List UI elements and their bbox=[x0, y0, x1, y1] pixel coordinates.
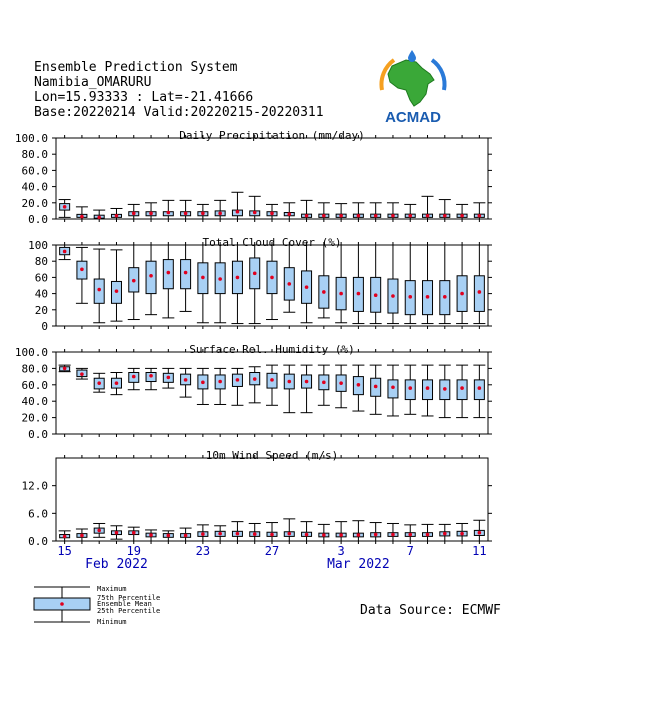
mean-marker bbox=[357, 533, 361, 537]
y-tick-label: 80.0 bbox=[21, 362, 48, 376]
mean-marker bbox=[408, 295, 412, 299]
y-tick-label: 6.0 bbox=[28, 507, 48, 521]
y-tick-label: 20 bbox=[34, 303, 48, 317]
mean-marker bbox=[167, 271, 171, 275]
mean-marker bbox=[443, 387, 447, 391]
mean-marker bbox=[132, 212, 136, 216]
mean-marker bbox=[305, 533, 309, 537]
x-tick-label: 15 bbox=[57, 544, 72, 558]
header-line-4: Base:20220214 Valid:20220215-20220311 bbox=[34, 105, 324, 120]
month-label-mar: Mar 2022 bbox=[327, 557, 390, 572]
y-tick-label: 0.0 bbox=[28, 535, 48, 548]
x-tick-label: 3 bbox=[337, 544, 345, 558]
mean-marker bbox=[322, 533, 326, 537]
mean-marker bbox=[460, 386, 464, 390]
mean-marker bbox=[443, 295, 447, 299]
y-tick-label: 0.0 bbox=[28, 213, 48, 226]
mean-marker bbox=[115, 214, 119, 218]
mean-marker bbox=[426, 386, 430, 390]
x-tick-label: 27 bbox=[264, 544, 280, 558]
mean-marker bbox=[426, 214, 430, 218]
mean-marker bbox=[167, 534, 171, 538]
mean-marker bbox=[63, 205, 67, 209]
x-tick-label: 19 bbox=[126, 544, 141, 558]
y-tick-label: 80 bbox=[34, 255, 48, 269]
mean-marker bbox=[184, 212, 188, 216]
mean-marker bbox=[115, 381, 119, 385]
legend-label: Minimum bbox=[97, 618, 127, 626]
mean-marker bbox=[287, 380, 291, 384]
y-tick-label: 60 bbox=[34, 271, 48, 285]
mean-marker bbox=[184, 271, 188, 275]
mean-marker bbox=[322, 381, 326, 385]
mean-marker bbox=[357, 383, 361, 387]
mean-marker bbox=[253, 377, 257, 381]
y-tick-label: 40.0 bbox=[21, 180, 48, 194]
mean-marker bbox=[218, 212, 222, 216]
mean-marker bbox=[236, 210, 240, 214]
mean-marker bbox=[97, 288, 101, 292]
mean-marker bbox=[339, 214, 343, 218]
panel-title: Total Cloud Cover (%) bbox=[202, 236, 342, 249]
y-tick-label: 100.0 bbox=[14, 132, 48, 145]
mean-marker bbox=[167, 376, 171, 380]
panel-title: Surface Rel. Humidity (%) bbox=[189, 343, 355, 356]
legend-label: Maximum bbox=[97, 585, 127, 593]
mean-marker bbox=[115, 289, 119, 293]
month-label-feb: Feb 2022 bbox=[85, 557, 148, 572]
mean-marker bbox=[218, 277, 222, 281]
mean-marker bbox=[270, 378, 274, 382]
mean-marker bbox=[287, 282, 291, 286]
mean-marker bbox=[201, 276, 205, 280]
mean-marker bbox=[460, 532, 464, 536]
mean-marker bbox=[374, 214, 378, 218]
y-tick-label: 40.0 bbox=[21, 395, 48, 409]
y-tick-label: 100 bbox=[28, 239, 48, 252]
mean-marker bbox=[339, 292, 343, 296]
mean-marker bbox=[408, 386, 412, 390]
mean-marker bbox=[357, 214, 361, 218]
mean-marker bbox=[270, 212, 274, 216]
mean-marker bbox=[149, 533, 153, 537]
y-tick-label: 0 bbox=[41, 320, 48, 333]
data-source-label: Data Source: ECMWF bbox=[360, 603, 501, 618]
mean-marker bbox=[218, 380, 222, 384]
mean-marker bbox=[305, 380, 309, 384]
mean-marker bbox=[167, 211, 171, 215]
mean-marker bbox=[253, 211, 257, 215]
mean-marker bbox=[63, 535, 67, 539]
mean-marker bbox=[391, 294, 395, 298]
y-tick-label: 100.0 bbox=[14, 346, 48, 359]
mean-marker bbox=[374, 385, 378, 389]
y-tick-label: 40 bbox=[34, 287, 48, 301]
mean-marker bbox=[184, 378, 188, 382]
mean-marker bbox=[132, 279, 136, 283]
y-tick-label: 12.0 bbox=[21, 479, 48, 493]
y-tick-label: 0.0 bbox=[28, 428, 48, 441]
y-tick-label: 60.0 bbox=[21, 164, 48, 178]
mean-marker bbox=[132, 375, 136, 379]
mean-marker bbox=[408, 533, 412, 537]
mean-marker bbox=[149, 374, 153, 378]
mean-marker bbox=[460, 292, 464, 296]
header-line-2: Namibia_OMARURU bbox=[34, 75, 152, 90]
mean-marker bbox=[478, 386, 482, 390]
mean-marker bbox=[236, 378, 240, 382]
header-line-1: Ensemble Prediction System bbox=[34, 60, 238, 75]
mean-marker bbox=[253, 272, 257, 276]
mean-marker bbox=[391, 533, 395, 537]
mean-marker bbox=[218, 532, 222, 536]
mean-marker bbox=[357, 292, 361, 296]
mean-marker bbox=[80, 534, 84, 538]
mean-marker bbox=[426, 533, 430, 537]
mean-marker bbox=[149, 274, 153, 278]
mean-marker bbox=[253, 532, 257, 536]
logo-text: ACMAD bbox=[385, 109, 441, 126]
y-tick-label: 80.0 bbox=[21, 148, 48, 162]
mean-marker bbox=[63, 250, 67, 254]
legend-mean-marker bbox=[60, 602, 64, 606]
mean-marker bbox=[236, 532, 240, 536]
mean-marker bbox=[460, 214, 464, 218]
y-tick-label: 20.0 bbox=[21, 196, 48, 210]
mean-marker bbox=[374, 293, 378, 297]
mean-marker bbox=[97, 381, 101, 385]
mean-marker bbox=[132, 531, 136, 535]
mean-marker bbox=[80, 268, 84, 272]
mean-marker bbox=[115, 531, 119, 535]
mean-marker bbox=[201, 381, 205, 385]
panel-title: Daily Precipitation (mm/day) bbox=[179, 129, 365, 142]
mean-marker bbox=[391, 214, 395, 218]
mean-marker bbox=[287, 212, 291, 216]
mean-marker bbox=[443, 532, 447, 536]
mean-marker bbox=[339, 381, 343, 385]
mean-marker bbox=[80, 215, 84, 219]
mean-marker bbox=[322, 290, 326, 294]
x-tick-label: 11 bbox=[472, 544, 487, 558]
mean-marker bbox=[270, 533, 274, 537]
mean-marker bbox=[97, 529, 101, 533]
mean-marker bbox=[184, 534, 188, 538]
mean-marker bbox=[305, 214, 309, 218]
mean-marker bbox=[322, 214, 326, 218]
mean-marker bbox=[408, 214, 412, 218]
mean-marker bbox=[478, 290, 482, 294]
panel-title: 10m Wind Speed (m/s) bbox=[205, 449, 339, 462]
y-tick-label: 60.0 bbox=[21, 378, 48, 392]
mean-marker bbox=[443, 214, 447, 218]
mean-marker bbox=[201, 212, 205, 216]
mean-marker bbox=[478, 214, 482, 218]
mean-marker bbox=[287, 532, 291, 536]
mean-marker bbox=[391, 385, 395, 389]
mean-marker bbox=[374, 533, 378, 537]
mean-marker bbox=[305, 285, 309, 289]
header-line-3: Lon=15.93333 : Lat=-21.41666 bbox=[34, 90, 254, 105]
mean-marker bbox=[270, 276, 274, 280]
legend-label: 75th Percentile bbox=[97, 594, 161, 602]
legend-label: Ensemble Mean bbox=[97, 600, 152, 608]
mean-marker bbox=[97, 216, 101, 220]
legend-label: 25th Percentile bbox=[97, 607, 161, 615]
mean-marker bbox=[236, 276, 240, 280]
x-tick-label: 7 bbox=[406, 544, 414, 558]
mean-marker bbox=[426, 295, 430, 299]
mean-marker bbox=[201, 532, 205, 536]
mean-marker bbox=[149, 212, 153, 216]
mean-marker bbox=[478, 531, 482, 535]
y-tick-label: 20.0 bbox=[21, 411, 48, 425]
x-tick-label: 23 bbox=[195, 544, 211, 558]
mean-marker bbox=[63, 367, 67, 371]
mean-marker bbox=[80, 372, 84, 376]
mean-marker bbox=[339, 533, 343, 537]
